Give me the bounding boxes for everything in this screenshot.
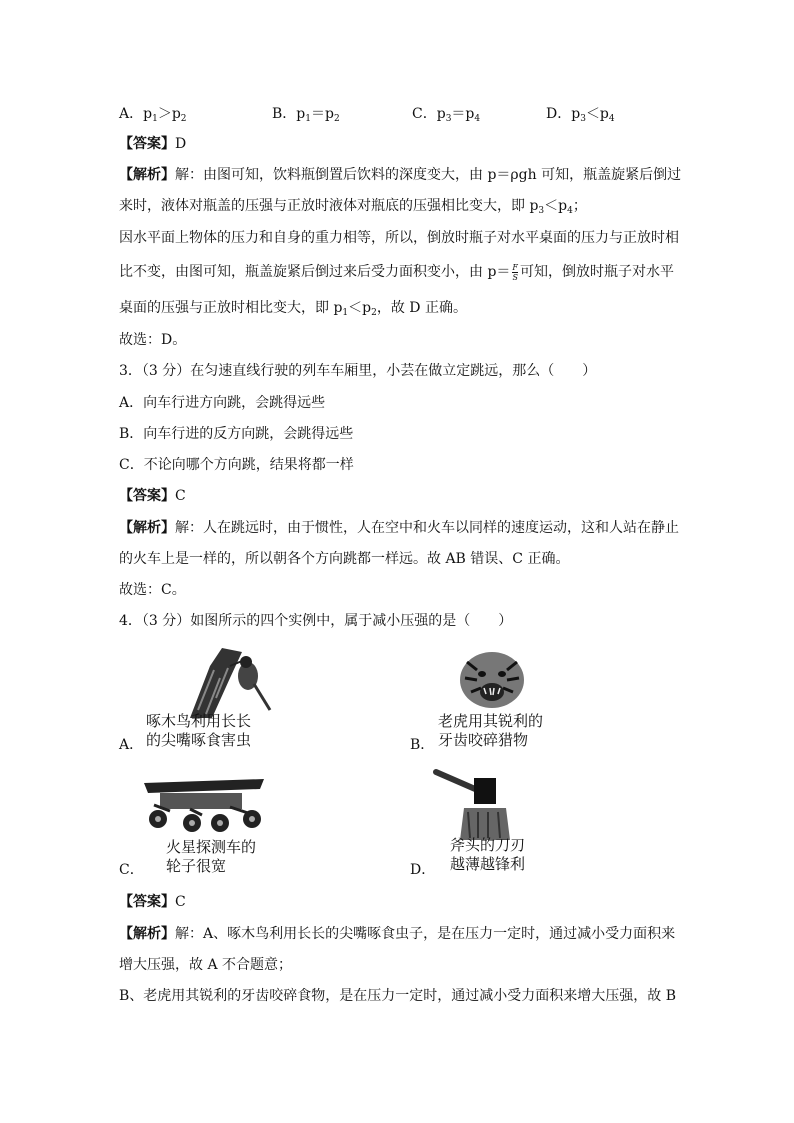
tiger-image [455, 648, 530, 710]
q4-option-a-letter: A． [119, 737, 144, 753]
q3-answer: 【答案】C [119, 488, 186, 504]
q4-option-b-caption-2: 牙齿咬碎猎物 [438, 731, 529, 749]
q2-analysis-line-3: 因水平面上物体的压力和自身的重力相等，所以，倒放时瓶子对水平桌面的压力与正放时相 [119, 230, 679, 246]
q4-answer: 【答案】C [119, 894, 186, 910]
q2-analysis-line-1: 【解析】解：由图可知，饮料瓶倒置后饮料的深度变大，由 p＝ρgh 可知，瓶盖旋紧后倒过 [119, 167, 682, 183]
q3-stem: 3．（3 分）在匀速直线行驶的列车车厢里，小芸在做立定跳远，那么（ ） [119, 363, 597, 379]
q2-analysis-line-5: 桌面的压强与正放时相比变大，即 $p_1<p_2$，故 D 正确。 [119, 300, 467, 318]
mars-rover-image [140, 775, 268, 837]
q4-option-d-caption-2: 越薄越锋利 [450, 855, 526, 873]
q4-option-d-caption-1: 斧头的刀刃 [450, 836, 526, 854]
q4-option-a-caption-2: 的尖嘴啄食害虫 [146, 731, 252, 749]
q4-analysis-line-2: 增大压强，故 A 不合题意； [119, 957, 293, 973]
q4-stem: 4．（3 分）如图所示的四个实例中，属于减小压强的是（ ） [119, 613, 513, 629]
q4-option-d-letter: D． [410, 862, 436, 878]
q2-choice: 故选：D。 [119, 332, 187, 348]
q3-option-c: C．不论向哪个方向跳，结果将都一样 [119, 457, 354, 473]
q4-option-b-caption-1: 老虎用其锐利的 [438, 712, 544, 730]
q4-option-c-caption-2: 轮子很宽 [166, 857, 227, 875]
q2-analysis-line-4: 比不变，由图可知，瓶盖旋紧后倒过来后受力面积变小，由 p＝ $\frac{F}{S}$ 可知，倒放时瓶子对水平 [119, 262, 674, 282]
q3-analysis-line-2: 的火车上是一样的，所以朝各个方向跳都一样远。故 AB 错误、C 正确。 [119, 551, 570, 567]
q2-option-d: D．$p_3<p_4$ [546, 106, 615, 124]
q2-option-b: B．$p_1=p_2$ [272, 106, 340, 124]
q3-choice: 故选：C。 [119, 582, 186, 598]
q2-answer: 【答案】D [119, 136, 187, 152]
q2-option-c: C．$p_3=p_4$ [412, 106, 481, 124]
axe-image [430, 768, 525, 840]
fraction-f-over-s: $\frac{F}{S}$ [512, 262, 518, 282]
q3-option-b: B．向车行进的反方向跳，会跳得远些 [119, 426, 354, 442]
q4-option-c-letter: C． [119, 862, 144, 878]
q4-option-a-caption-1: 啄木鸟利用长长 [146, 712, 252, 730]
q4-option-c-caption-1: 火星探测车的 [166, 838, 257, 856]
q2-analysis-line-2: 来时，液体对瓶盖的压强与正放时液体对瓶底的压强相比变大，即 $p_3<p_4$； [119, 198, 587, 216]
woodpecker-image [150, 648, 280, 718]
q4-analysis-line-1: 【解析】解：A、啄木鸟利用长长的尖嘴啄食虫子，是在压力一定时，通过减小受力面积来 [119, 926, 676, 942]
q3-analysis-line-1: 【解析】解：人在跳远时，由于惯性，人在空中和火车以同样的速度运动，这和人站在静止 [119, 520, 679, 536]
q2-option-a: A．$p_1>p_2$ [119, 106, 187, 124]
q3-option-a: A．向车行进方向跳，会跳得远些 [119, 395, 326, 411]
q4-option-b-letter: B． [410, 737, 435, 753]
q4-analysis-line-3: B、老虎用其锐利的牙齿咬碎食物，是在压力一定时，通过减小受力面积来增大压强，故 B [119, 988, 677, 1004]
